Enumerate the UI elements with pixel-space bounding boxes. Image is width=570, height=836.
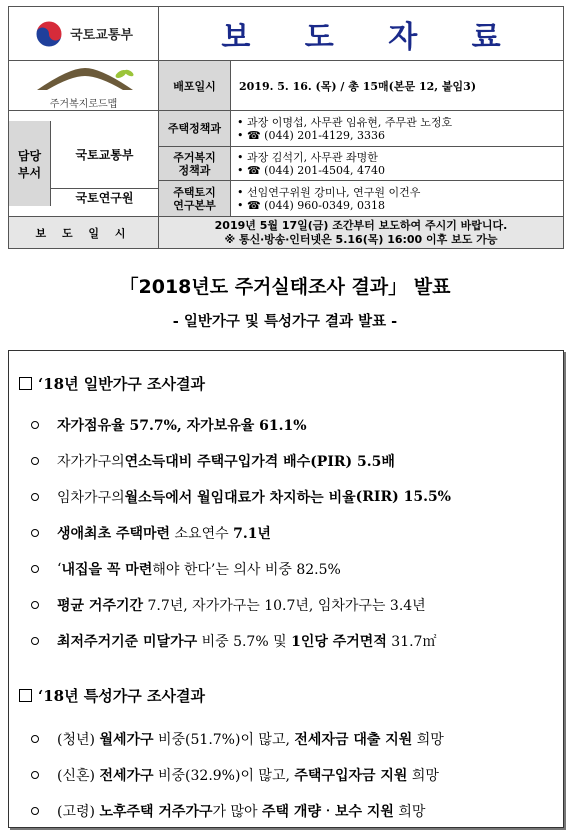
contact-names-2: • 과장 김석기, 사무관 좌명한 [237, 150, 378, 164]
circle-bullet-icon [31, 807, 39, 815]
item-text: 비중 5.7% 및 [197, 634, 292, 650]
dept-sub-housing-welfare: 주거복지 정책과 [159, 147, 231, 181]
item-bold: 1인당 주거면적 [291, 634, 387, 650]
item-text: 비중(32.9%)이 많고, [153, 768, 295, 784]
embargo-notice [159, 217, 564, 249]
section-1-heading [19, 373, 205, 394]
item-text: 임차가구의 [57, 490, 125, 506]
release-date-label: 배포일시 [159, 61, 231, 111]
list-item [31, 729, 444, 749]
item-text: 가 많아 [212, 804, 262, 820]
item-bold: 생애최초 주택마련 [57, 526, 171, 542]
item-text: (신혼) [57, 768, 100, 784]
roof-logo-icon [29, 64, 139, 94]
contact-names-1: • 과장 이명섭, 사무관 임유현, 주무관 노정호 [237, 115, 453, 129]
item-bold: 전세가구 [99, 768, 154, 784]
circle-bullet-icon [31, 771, 39, 779]
dept-contact-3 [231, 181, 564, 217]
item-text: ‘ [57, 561, 62, 577]
item-bold: 노후주택 거주가구 [99, 804, 213, 820]
circle-bullet-icon [31, 637, 39, 645]
list-item [31, 801, 425, 821]
item-bold: 주택 개량‧보수 지원 [262, 804, 394, 820]
dept-sub-housing-policy: 주택정책과 [159, 111, 231, 147]
contact-names-3: • 선임연구위원 강미나, 연구원 이건우 [237, 185, 421, 199]
item-bold: 평균 거주기간 [57, 598, 144, 614]
list-item [31, 631, 436, 651]
release-date-value: 2019. 5. 16. (목) / 총 15매(본문 12, 붙임3) [231, 61, 564, 111]
item-bold: 7.1년 [233, 526, 271, 542]
list-item [31, 415, 307, 435]
dept-contact-1 [231, 111, 564, 147]
circle-bullet-icon [31, 565, 39, 573]
summary-box [8, 350, 564, 828]
embargo-line-2: ※ 통신‧방송‧인터넷은 5.16(목) 16:00 이후 보도 가능 [224, 232, 498, 246]
dept-molit: 국토교통부 [51, 121, 158, 189]
item-text: (청년) [57, 732, 100, 748]
list-item [31, 595, 426, 615]
embargo-line-1: 2019년 5월 17일(금) 조간부터 보도하여 주시기 바랍니다. [214, 218, 508, 232]
circle-bullet-icon [31, 457, 39, 465]
circle-bullet-icon [31, 493, 39, 501]
dept-krihs: 국토연구원 [75, 191, 134, 205]
item-bold: (RIR) 15.5% [355, 489, 451, 505]
section-1-title: ‘18년 일반가구 조사결과 [38, 375, 205, 393]
item-text: 해야 한다’는 의사 비중 82.5% [152, 562, 341, 578]
item-bold: 자가점유율 57.7%, 자가보유율 61.1% [57, 418, 307, 434]
ministry-logo-text: 국토교통부 [70, 28, 133, 43]
item-bold: 주택구입자금 지원 [294, 768, 408, 784]
contact-phone-3: • ☎ (044) 960-0349, 0318 [237, 198, 385, 212]
dept-sub-housing-land: 주택토지 연구본부 [159, 181, 231, 217]
page-title: 보 도 자 료 [221, 19, 523, 55]
list-item [31, 765, 439, 785]
circle-bullet-icon [31, 529, 39, 537]
roadmap-logo-text: 주거복지로드맵 [49, 98, 118, 110]
item-text: 비중(51.7%)이 많고, [153, 732, 295, 748]
contact-phone-1: • ☎ (044) 201-4129, 3336 [237, 128, 385, 142]
item-text: 자가가구의 [57, 454, 125, 470]
item-text: 7.7년, 자가가구는 10.7년, 임차가구는 3.4년 [143, 598, 426, 614]
subheadline: - 일반가구 및 특성가구 결과 발표 - [172, 314, 398, 330]
item-bold: 연소득대비 주택구입가격 배수 [124, 454, 311, 470]
list-item [31, 523, 271, 543]
item-text: 희망 [412, 732, 444, 748]
checkbox-square-icon [19, 689, 32, 702]
contact-label: 담당 부서 [9, 121, 51, 206]
taegeuk-icon [34, 19, 64, 49]
checkbox-square-icon [19, 377, 32, 390]
list-item [31, 487, 451, 507]
item-bold: (PIR) 5.5배 [310, 454, 395, 470]
circle-bullet-icon [31, 421, 39, 429]
item-bold: 최저주거기준 미달가구 [57, 634, 198, 650]
item-text: 소요연수 [170, 526, 234, 542]
roadmap-logo [9, 61, 159, 111]
dept-contact-2 [231, 147, 564, 181]
item-bold: 월소득에서 월임대료가 차지하는 비율 [124, 490, 356, 506]
ministry-logo [9, 7, 159, 61]
item-text: 31.7㎡ [386, 634, 437, 650]
item-text: (고령) [57, 804, 100, 820]
item-bold: 내집을 꼭 마련 [61, 562, 153, 578]
item-text: 희망 [407, 768, 439, 784]
section-2-heading [19, 685, 205, 706]
embargo-label: 보 도 일 시 [9, 217, 159, 249]
contact-department-block [9, 111, 159, 217]
list-item [31, 451, 395, 471]
item-text: 희망 [393, 804, 426, 820]
circle-bullet-icon [31, 735, 39, 743]
section-2-title: ‘18년 특성가구 조사결과 [38, 687, 205, 705]
press-release-header [8, 6, 564, 249]
item-bold: 월세가구 [99, 732, 154, 748]
item-bold: 전세자금 대출 지원 [294, 732, 413, 748]
contact-phone-2: • ☎ (044) 201-4504, 4740 [237, 163, 385, 177]
circle-bullet-icon [31, 601, 39, 609]
headline: 「2018년도 주거실태조사 결과」 발표 [119, 276, 451, 298]
document-type [159, 7, 564, 61]
list-item [31, 559, 341, 579]
